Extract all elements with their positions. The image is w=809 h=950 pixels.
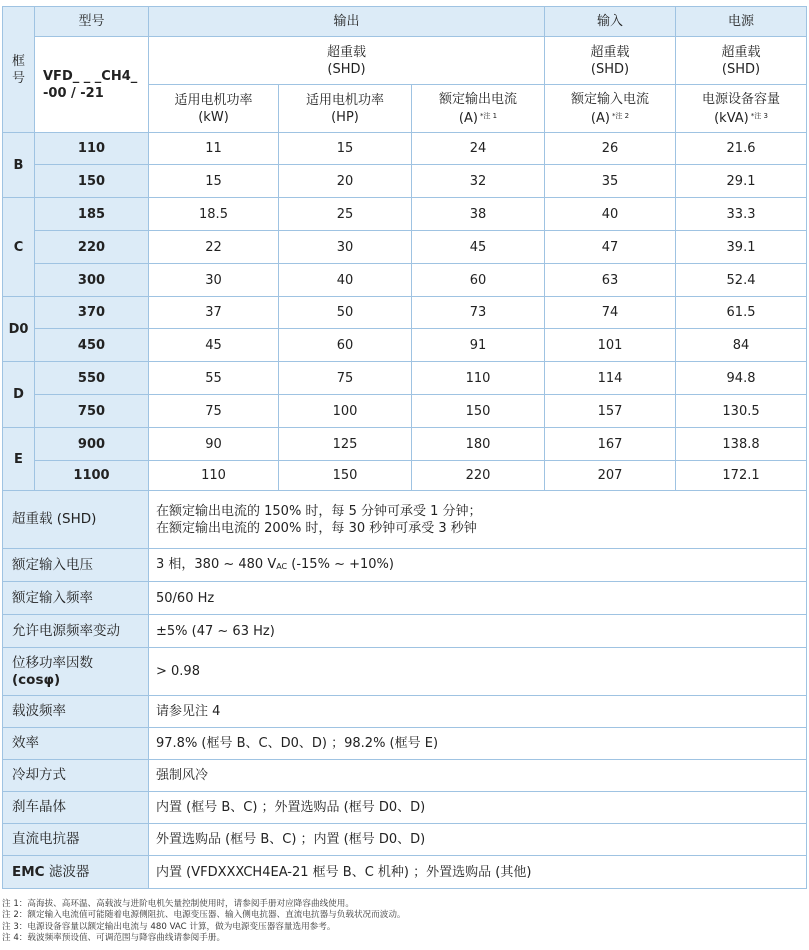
frequency-variation-value: ±5% (47 ~ 63 Hz) — [149, 615, 807, 648]
in-cell: 74 — [545, 297, 676, 329]
model-cell: 150 — [35, 165, 149, 198]
in-cell: 26 — [545, 133, 676, 165]
frame-label: D — [3, 362, 35, 428]
col-kva-header: 电源设备容量 (kVA) $^{*注 3}$ — [676, 85, 807, 133]
spec-row-efficiency — [3, 728, 807, 760]
spec-row-dc-reactor — [3, 824, 807, 856]
frame-header: 框 号 — [3, 7, 35, 133]
kw-cell: 45 — [149, 329, 279, 362]
out-cell: 110 — [412, 362, 545, 395]
table-row — [3, 297, 807, 329]
carrier-value: 请参见注 4 — [149, 696, 807, 728]
out-cell: 45 — [412, 231, 545, 264]
in-cell: 207 — [545, 461, 676, 491]
out-cell: 73 — [412, 297, 545, 329]
kw-cell: 75 — [149, 395, 279, 428]
kw-cell: 30 — [149, 264, 279, 297]
hp-cell: 150 — [279, 461, 412, 491]
model-code: VFD_ _ _CH4_ -00 / -21 — [35, 37, 149, 133]
footnote-1: 注 1：高海拔、高环温、高载波与进阶电机矢量控制使用时，请参阅手册对应降容曲线使用。 — [2, 899, 354, 909]
power-factor-label: 位移功率因数 (cosφ) — [3, 648, 149, 696]
kw-cell: 55 — [149, 362, 279, 395]
kva-cell: 172.1 — [676, 461, 807, 491]
kva-cell: 39.1 — [676, 231, 807, 264]
in-cell: 114 — [545, 362, 676, 395]
frequency-label: 额定输入频率 — [3, 582, 149, 615]
kw-cell: 11 — [149, 133, 279, 165]
power-header: 电源 — [676, 7, 807, 37]
spec-row-power-factor — [3, 648, 807, 696]
model-cell: 1100 — [35, 461, 149, 491]
kva-cell: 29.1 — [676, 165, 807, 198]
spec-row-voltage — [3, 549, 807, 582]
kva-cell: 52.4 — [676, 264, 807, 297]
hp-cell: 15 — [279, 133, 412, 165]
out-cell: 38 — [412, 198, 545, 231]
cooling-value: 强制风冷 — [149, 760, 807, 792]
cooling-label: 冷却方式 — [3, 760, 149, 792]
frame-label: B — [3, 133, 35, 198]
spec-row-carrier — [3, 696, 807, 728]
table-row — [3, 198, 807, 231]
voltage-label: 额定输入电压 — [3, 549, 149, 582]
table-row — [3, 231, 807, 264]
hp-cell: 20 — [279, 165, 412, 198]
efficiency-value: 97.8% (框号 B、C、D0、D) ；98.2% (框号 E) — [149, 728, 807, 760]
table-row — [3, 329, 807, 362]
out-cell: 150 — [412, 395, 545, 428]
hp-cell: 100 — [279, 395, 412, 428]
emc-label: EMC 滤波器 — [3, 856, 149, 889]
shd-label: 超重载 (SHD) — [3, 491, 149, 549]
kva-cell: 130.5 — [676, 395, 807, 428]
kva-cell: 138.8 — [676, 428, 807, 461]
kva-cell: 84 — [676, 329, 807, 362]
spec-row-cooling — [3, 760, 807, 792]
out-cell: 60 — [412, 264, 545, 297]
out-cell: 91 — [412, 329, 545, 362]
input-header: 输入 — [545, 7, 676, 37]
in-cell: 47 — [545, 231, 676, 264]
hp-cell: 40 — [279, 264, 412, 297]
table-row — [3, 428, 807, 461]
spec-row-frequency-variation — [3, 615, 807, 648]
shd-value: 在额定输出电流的 150% 时，每 5 分钟可承受 1 分钟； 在额定输出电流的 200% 时，每 30 秒钟可承受 3 秒钟 — [149, 491, 807, 549]
kva-cell: 94.8 — [676, 362, 807, 395]
shd-output-header: 超重载 (SHD) — [149, 37, 545, 85]
hp-cell: 50 — [279, 297, 412, 329]
model-header: 型号 — [35, 7, 149, 37]
shd-power-header: 超重载 (SHD) — [676, 37, 807, 85]
kw-cell: 90 — [149, 428, 279, 461]
brake-value: 内置 (框号 B、C) ；外置选购品 (框号 D0、D) — [149, 792, 807, 824]
model-cell: 750 — [35, 395, 149, 428]
dc-reactor-value: 外置选购品 (框号 B、C) ；内置 (框号 D0、D) — [149, 824, 807, 856]
in-cell: 101 — [545, 329, 676, 362]
table-row — [3, 395, 807, 428]
kw-cell: 22 — [149, 231, 279, 264]
frequency-value: 50/60 Hz — [149, 582, 807, 615]
col-in-header: 额定输入电流 (A) $^{*注 2}$ — [545, 85, 676, 133]
table-row — [3, 362, 807, 395]
spec-row-shd — [3, 491, 807, 549]
efficiency-label: 效率 — [3, 728, 149, 760]
model-cell: 185 — [35, 198, 149, 231]
out-cell: 24 — [412, 133, 545, 165]
model-cell: 300 — [35, 264, 149, 297]
model-cell: 110 — [35, 133, 149, 165]
in-cell: 35 — [545, 165, 676, 198]
kw-cell: 37 — [149, 297, 279, 329]
kw-cell: 15 — [149, 165, 279, 198]
kw-cell: 110 — [149, 461, 279, 491]
emc-value: 内置 (VFDXXXCH4EA-21 框号 B、C 机种) ；外置选购品 (其他) — [149, 856, 807, 889]
in-cell: 63 — [545, 264, 676, 297]
out-cell: 32 — [412, 165, 545, 198]
frame-label: D0 — [3, 297, 35, 362]
table-row — [3, 133, 807, 165]
hp-cell: 30 — [279, 231, 412, 264]
spec-row-brake — [3, 792, 807, 824]
hp-cell: 75 — [279, 362, 412, 395]
carrier-label: 载波频率 — [3, 696, 149, 728]
footnotes — [2, 899, 806, 944]
col-out-header: 额定输出电流 (A) $^{*注 1}$ — [412, 85, 545, 133]
in-cell: 157 — [545, 395, 676, 428]
voltage-value: 3 相，380 ~ 480 VAC (-15% ~ +10%) — [149, 549, 807, 582]
model-cell: 900 — [35, 428, 149, 461]
brake-label: 刹车晶体 — [3, 792, 149, 824]
model-cell: 370 — [35, 297, 149, 329]
footnote-4: 注 4：载波频率预设值、可调范围与降容曲线请参阅手册。 — [2, 932, 226, 943]
spec-table — [2, 6, 807, 889]
table-row — [3, 461, 807, 491]
frame-label: E — [3, 428, 35, 491]
col-hp-header: 适用电机功率 (HP) — [279, 85, 412, 133]
hp-cell: 25 — [279, 198, 412, 231]
frame-label: C — [3, 198, 35, 297]
model-cell: 550 — [35, 362, 149, 395]
out-cell: 180 — [412, 428, 545, 461]
dc-reactor-label: 直流电抗器 — [3, 824, 149, 856]
spec-row-frequency — [3, 582, 807, 615]
footnote-3: 注 3：电源设备容量以额定输出电流与 480 VAC 计算，做为电源变压器容量选用参考。 — [2, 921, 336, 932]
spec-row-emc — [3, 856, 807, 889]
out-cell: 220 — [412, 461, 545, 491]
model-cell: 450 — [35, 329, 149, 362]
footnote-2: 注 2：额定输入电流值可能随着电源侧阻抗、电源变压器、输入侧电抗器、直流电抗器与负载状况而波动。 — [2, 910, 406, 921]
col-kw-header: 适用电机功率 (kW) — [149, 85, 279, 133]
frequency-variation-label: 允许电源频率变动 — [3, 615, 149, 648]
kva-cell: 33.3 — [676, 198, 807, 231]
hp-cell: 125 — [279, 428, 412, 461]
in-cell: 167 — [545, 428, 676, 461]
kva-cell: 21.6 — [676, 133, 807, 165]
shd-input-header: 超重载 (SHD) — [545, 37, 676, 85]
model-cell: 220 — [35, 231, 149, 264]
output-header: 输出 — [149, 7, 545, 37]
kw-cell: 18.5 — [149, 198, 279, 231]
table-row — [3, 165, 807, 198]
table-row — [3, 264, 807, 297]
in-cell: 40 — [545, 198, 676, 231]
hp-cell: 60 — [279, 329, 412, 362]
kva-cell: 61.5 — [676, 297, 807, 329]
power-factor-value: > 0.98 — [149, 648, 807, 696]
